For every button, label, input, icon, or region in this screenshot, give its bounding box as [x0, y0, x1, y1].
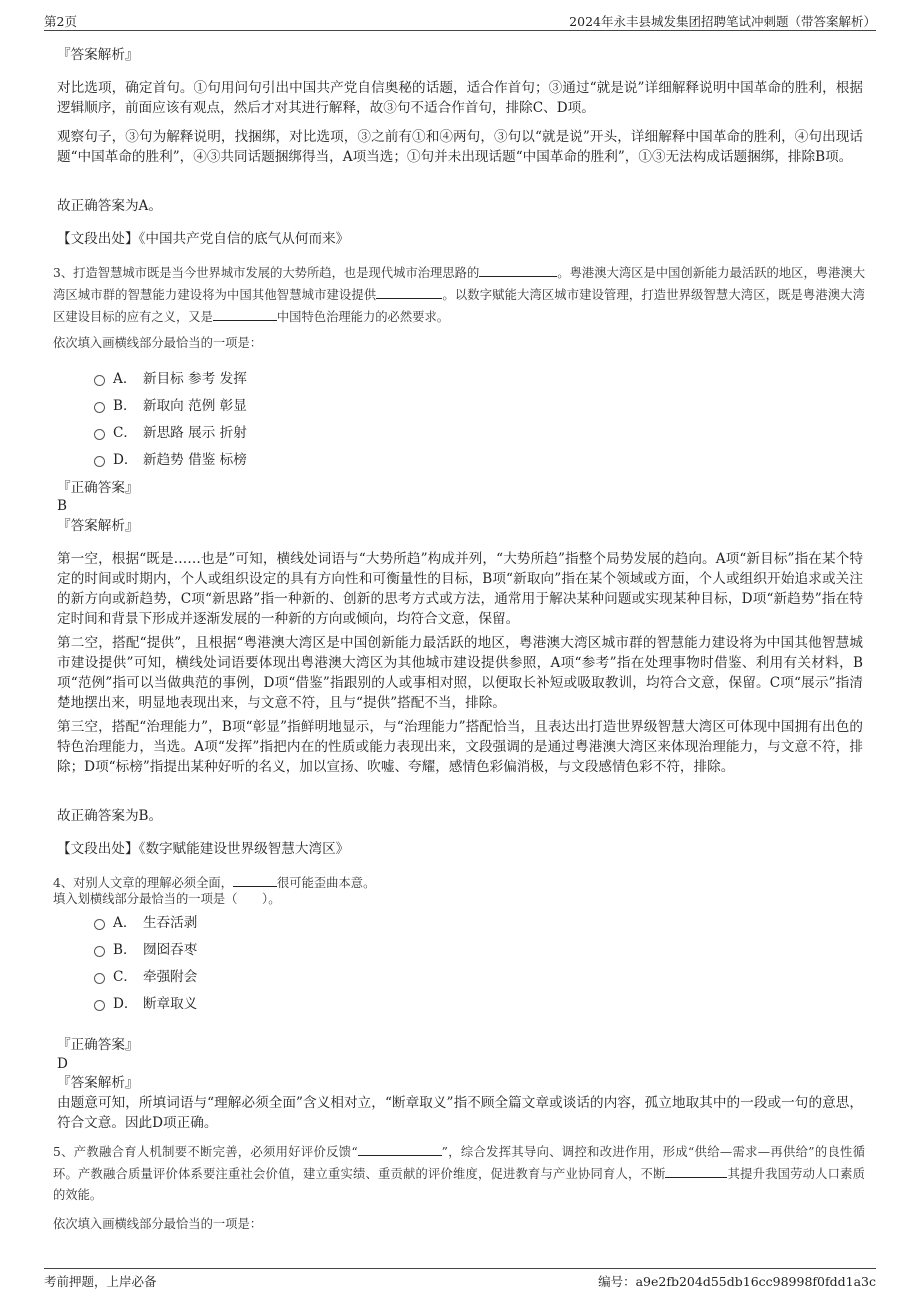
option-text: 新取向 范例 彰显	[143, 398, 247, 414]
q5-stem	[53, 1141, 865, 1206]
q4-option-b[interactable]	[94, 940, 197, 960]
q3-analysis-para-2: 第二空，搭配“提供”，且根据“粤港澳大湾区是中国创新能力最活跃的地区，粤港澳大湾区城市群的智慧能力建设将为中国其他智慧城市建设提供”可知，横线处词语要体现出粤港澳大湾区为其他城市建设提供参照，A项“参考”指在处理事物时借鉴、利用有关材料，B项“范例”指可以当做典范的事例，D项“借鉴”指跟别的人或事相对照，以便取长补短或吸取教训，均符合文意，保留。C项“展示”指清楚地摆出来，明显地表现出来，与文意不符，且与“提供”搭配不当，排除。	[57, 635, 863, 711]
q4-prompt: 填入划横线部分最恰当的一项是（ ）。	[53, 892, 281, 906]
option-letter: B．	[113, 398, 137, 414]
q5-blank-1	[358, 1141, 442, 1156]
document-title: 2024年永丰县城发集团招聘笔试冲刺题（带答案解析）	[569, 14, 876, 29]
radio-icon[interactable]	[94, 375, 105, 386]
option-text: 新目标 参考 发挥	[143, 371, 247, 387]
prev-conclusion: 故正确答案为A。	[57, 198, 162, 214]
prev-analysis-para-1: 对比选项，确定首句。①句用问句引出中国共产党自信奥秘的话题，适合作首句；③通过“就是说”详细解释说明中国革命的胜利，根据逻辑顺序，前面应该有观点，然后才对其进行解释，故③句不适合作首句，排除C、D项。	[57, 80, 863, 116]
radio-icon[interactable]	[94, 1000, 105, 1011]
q3-option-a[interactable]	[94, 369, 247, 389]
page-header	[44, 10, 876, 31]
q4-stem-part-2: 很可能歪曲本意。	[276, 876, 376, 890]
q4-option-a[interactable]	[94, 913, 197, 933]
q4-stem-part-1: 4、对别人文章的理解必须全面，	[53, 876, 233, 890]
prev-analysis-label: 『答案解析』	[57, 47, 139, 63]
q5-stem-part-2: ”，综合发挥其导向、调控和改进作用，形成“供给—需求—再供给”的良性循环。产教融合质量评价体系要注重社会价值，建立重实绩、重贡献的评价维度，促进教育与产业协同育人，不断	[53, 1145, 865, 1181]
q3-prompt: 依次填入画横线部分最恰当的一项是：	[53, 336, 263, 350]
option-letter: A．	[113, 371, 137, 387]
q3-source: 【文段出处】《数字赋能建设世界级智慧大湾区》	[57, 841, 350, 857]
q4-analysis-para-1: 由题意可知，所填词语与“理解必须全面”含义相对立，“断章取义”指不顾全篇文章或谈话的内容，孤立地取其中的一段或一句的意思，符合文意。因此D项正确。	[57, 1095, 863, 1131]
q3-option-d[interactable]	[94, 450, 247, 470]
radio-icon[interactable]	[94, 402, 105, 413]
option-text: 新趋势 借鉴 标榜	[143, 452, 247, 468]
option-text: 囫囵吞枣	[143, 942, 198, 958]
q3-stem-part-1: 3、打造智慧城市既是当今世界城市发展的大势所趋，也是现代城市治理思路的	[53, 266, 480, 280]
option-text: 生吞活剥	[143, 915, 198, 931]
q4-blank	[233, 872, 277, 887]
option-letter: C．	[113, 969, 137, 985]
q4-answer-label: 『正确答案』	[57, 1037, 139, 1053]
prev-analysis-para-2: 观察句子，③句为解释说明，找捆绑，对比选项，③之前有①和④两句，③句以“就是说”开头，详细解释中国革命的胜利，④句出现话题“中国革命的胜利”，④③共同话题捆绑得当，A项当选；①句并未出现话题“中国革命的胜利”，①③无法构成话题捆绑，排除B项。	[57, 129, 863, 165]
q3-stem-part-2: 。粤港澳大湾区是中国创新能力最活跃的地区，粤港澳大湾区城市群的智慧能力建设将为中国其他智慧城市建设提供	[53, 266, 865, 302]
option-letter: B．	[113, 942, 137, 958]
q4-option-c[interactable]	[94, 967, 197, 987]
page-number: 第2页	[44, 14, 77, 29]
document-code: 编号：a9e2fb204d55db16cc98998f0fdd1a3c	[598, 1274, 876, 1289]
q3-analysis-para-3: 第三空，搭配“治理能力”，B项“彰显”指鲜明地显示，与“治理能力”搭配恰当，且表达出打造世界级智慧大湾区可体现中国拥有出色的特色治理能力，当选。A项“发挥”指把内在的性质或能力表现出来，文段强调的是通过粤港澳大湾区来体现治理能力，与文意不符，排除；D项“标榜”指提出某种好听的名义，加以宣扬、吹嘘、夸耀，感情色彩偏消极，与文段感情色彩不符，排除。	[57, 719, 863, 775]
option-letter: A．	[113, 915, 137, 931]
q3-analysis-label: 『答案解析』	[57, 518, 139, 534]
q5-stem-part-1: 5、产教融合育人机制要不断完善，必须用好评价反馈“	[53, 1145, 358, 1159]
q3-option-c[interactable]	[94, 423, 247, 443]
q3-blank-3	[213, 306, 277, 321]
q3-conclusion: 故正确答案为B。	[57, 808, 163, 824]
q3-answer: B	[57, 498, 67, 514]
q5-stem-part-3: 其提升我国劳动人口素质的效能。	[53, 1167, 865, 1202]
q3-analysis-para-1: 第一空，根据“既是……也是”可知，横线处词语与“大势所趋”构成并列，“大势所趋”指整个局势发展的趋向。A项“新目标”指在某个特定的时间或时期内，个人或组织设定的具有方向性和可衡量性的目标，B项“新取向”指在某个领域或方面，个人或组织开始追求或关注的新方向或新趋势，C项“新思路”指一种新的、创新的思考方式或方法，通常用于解决某种问题或实现某种目标，D项“新趋势”指在特定时间和背景下形成并逐渐发展的一种新的方向或倾向，均符合文意，保留。	[57, 551, 863, 627]
option-text: 断章取义	[143, 996, 198, 1012]
page-footer	[44, 1268, 876, 1289]
radio-icon[interactable]	[94, 946, 105, 957]
option-letter: C．	[113, 425, 137, 441]
q3-option-b[interactable]	[94, 396, 247, 416]
q3-stem-part-4: 中国特色治理能力的必然要求。	[276, 310, 450, 324]
radio-icon[interactable]	[94, 429, 105, 440]
radio-icon[interactable]	[94, 919, 105, 930]
q3-blank-2	[376, 284, 442, 299]
radio-icon[interactable]	[94, 456, 105, 467]
footer-slogan: 考前押题，上岸必备	[44, 1274, 157, 1289]
option-text: 牵强附会	[143, 969, 198, 985]
q3-stem	[53, 262, 865, 328]
q4-analysis-label: 『答案解析』	[57, 1075, 139, 1091]
q3-answer-label: 『正确答案』	[57, 480, 139, 496]
prev-source: 【文段出处】《中国共产党自信的底气从何而来》	[57, 231, 350, 247]
q4-answer: D	[57, 1056, 68, 1072]
option-letter: D．	[113, 452, 138, 468]
option-text: 新思路 展示 折射	[143, 425, 247, 441]
q3-stem-part-3: 。以数字赋能大湾区城市建设管理，打造世界级智慧大湾区，既是粤港澳大湾区建设目标的应有之义，又是	[53, 288, 865, 324]
radio-icon[interactable]	[94, 973, 105, 984]
q4-option-d[interactable]	[94, 994, 197, 1014]
q3-blank-1	[479, 262, 557, 277]
q5-prompt: 依次填入画横线部分最恰当的一项是：	[53, 1217, 263, 1231]
option-letter: D．	[113, 996, 138, 1012]
q5-blank-2	[665, 1163, 727, 1178]
